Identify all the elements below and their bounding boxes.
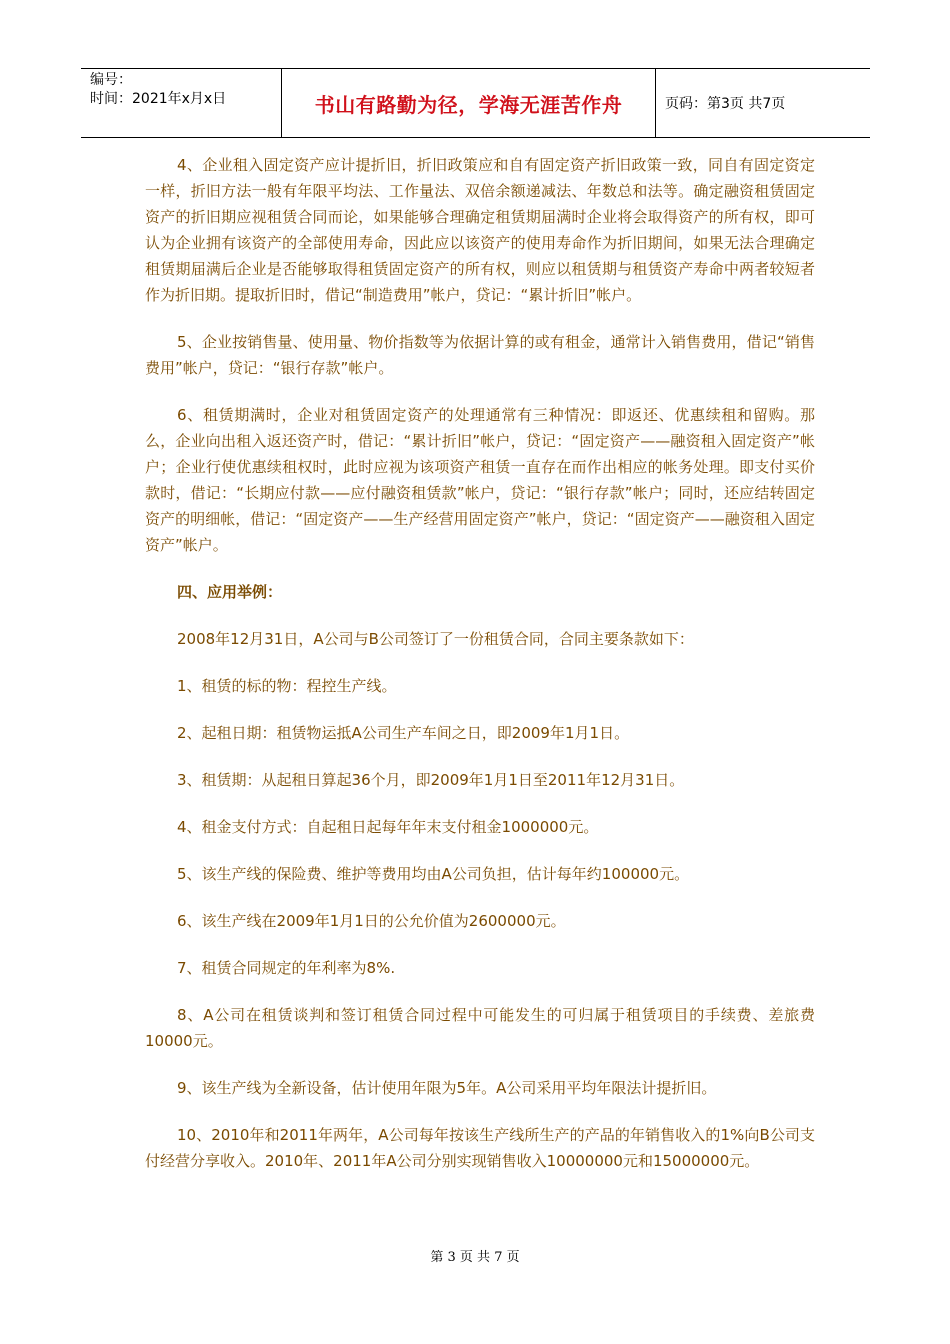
list-item: 5、该生产线的保险费、维护等费用均由A公司负担，估计每年约100000元。 — [177, 865, 690, 883]
document-date: 时间：2021年x月x日 — [90, 91, 227, 107]
header-motto — [282, 69, 656, 137]
list-item: 9、该生产线为全新设备，估计使用年限为5年。A公司采用平均年限法计提折旧。 — [177, 1079, 717, 1097]
list-item: 1、租赁的标的物：程控生产线。 — [177, 677, 397, 695]
page-footer: 第 3 页 共 7 页 — [430, 1250, 520, 1265]
motto-text: 书山有路勤为径，学海无涯苦作舟 — [314, 92, 623, 117]
list-item: 2、起租日期：租赁物运抵A公司生产车间之日，即2009年1月1日。 — [177, 724, 630, 742]
paragraph-depreciation: 4、企业租入固定资产应计提折旧，折旧政策应和自有固定资产折旧政策一致，同自有固定资定一样，折旧方法一般有年限平均法、工作量法、双倍余额递减法、年数总和法等。确定融资租赁固定资产的折旧期应视租赁合同而论，如果能够合理确定租赁期届满时企业将会取得资产的所有权，即可认为企业拥有该资产的全部使用寿命，因此应以该资产的使用寿命作为折旧期间，如果无法合理确定租赁期届满后企业是否能够取得租赁固定资产的所有权，则应以租赁期与租赁资产寿命中两者较短者作为折旧期。提取折旧时，借记“制造费用”帐户，贷记：“累计折旧”帐户。 — [145, 156, 815, 304]
list-item: 7、租赁合同规定的年利率为8%. — [177, 959, 396, 977]
header-page-number — [665, 69, 870, 137]
document-body — [145, 152, 815, 1195]
list-item: 6、该生产线在2009年1月1日的公允价值为2600000元。 — [177, 912, 566, 930]
list-item: 8、A公司在租赁谈判和签订租赁合同过程中可能发生的可归属于租赁项目的手续费、差旅费10000元。 — [145, 1006, 815, 1050]
paragraph-example-intro: 2008年12月31日，A公司与B公司签订了一份租赁合同，合同主要条款如下： — [177, 630, 694, 648]
section-heading: 四、应用举例： — [177, 583, 283, 601]
list-item: 3、租赁期：从起租日算起36个月，即2009年1月1日至2011年12月31日。 — [177, 771, 685, 789]
list-item: 10、2010年和2011年两年，A公司每年按该生产线所生产的产品的年销售收入的1%向B公司支付经营分享收入。2010年、2011年A公司分别实现销售收入10000000元和15000000元。 — [145, 1126, 815, 1170]
header-meta — [81, 69, 282, 137]
paragraph-lease-expiry: 6、租赁期满时，企业对租赁固定资产的处理通常有三种情况：即返还、优惠续租和留购。那么，企业向出租入返还资产时，借记：“累计折旧”帐户，贷记：“固定资产——融资租入固定资产”帐户；企业行使优惠续租权时，此时应视为该项资产租赁一直存在而作出相应的帐务处理。即支付买价款时，借记：“长期应付款——应付融资租赁款”帐户，贷记：“银行存款”帐户；同时，还应结转固定资产的明细帐，借记：“固定资产——生产经营用固定资产”帐户，贷记：“固定资产——融资租入固定资产”帐户。 — [145, 406, 815, 554]
list-item: 4、租金支付方式：自起租日起每年年末支付租金1000000元。 — [177, 818, 599, 836]
paragraph-contingent-rent: 5、企业按销售量、使用量、物价指数等为依据计算的或有租金，通常计入销售费用，借记“销售费用”帐户，贷记：“银行存款”帐户。 — [145, 333, 815, 377]
page-number-text: 页码：第3页 共7页 — [665, 96, 786, 112]
page-header — [81, 68, 870, 138]
document-number: 编号： — [90, 72, 132, 88]
